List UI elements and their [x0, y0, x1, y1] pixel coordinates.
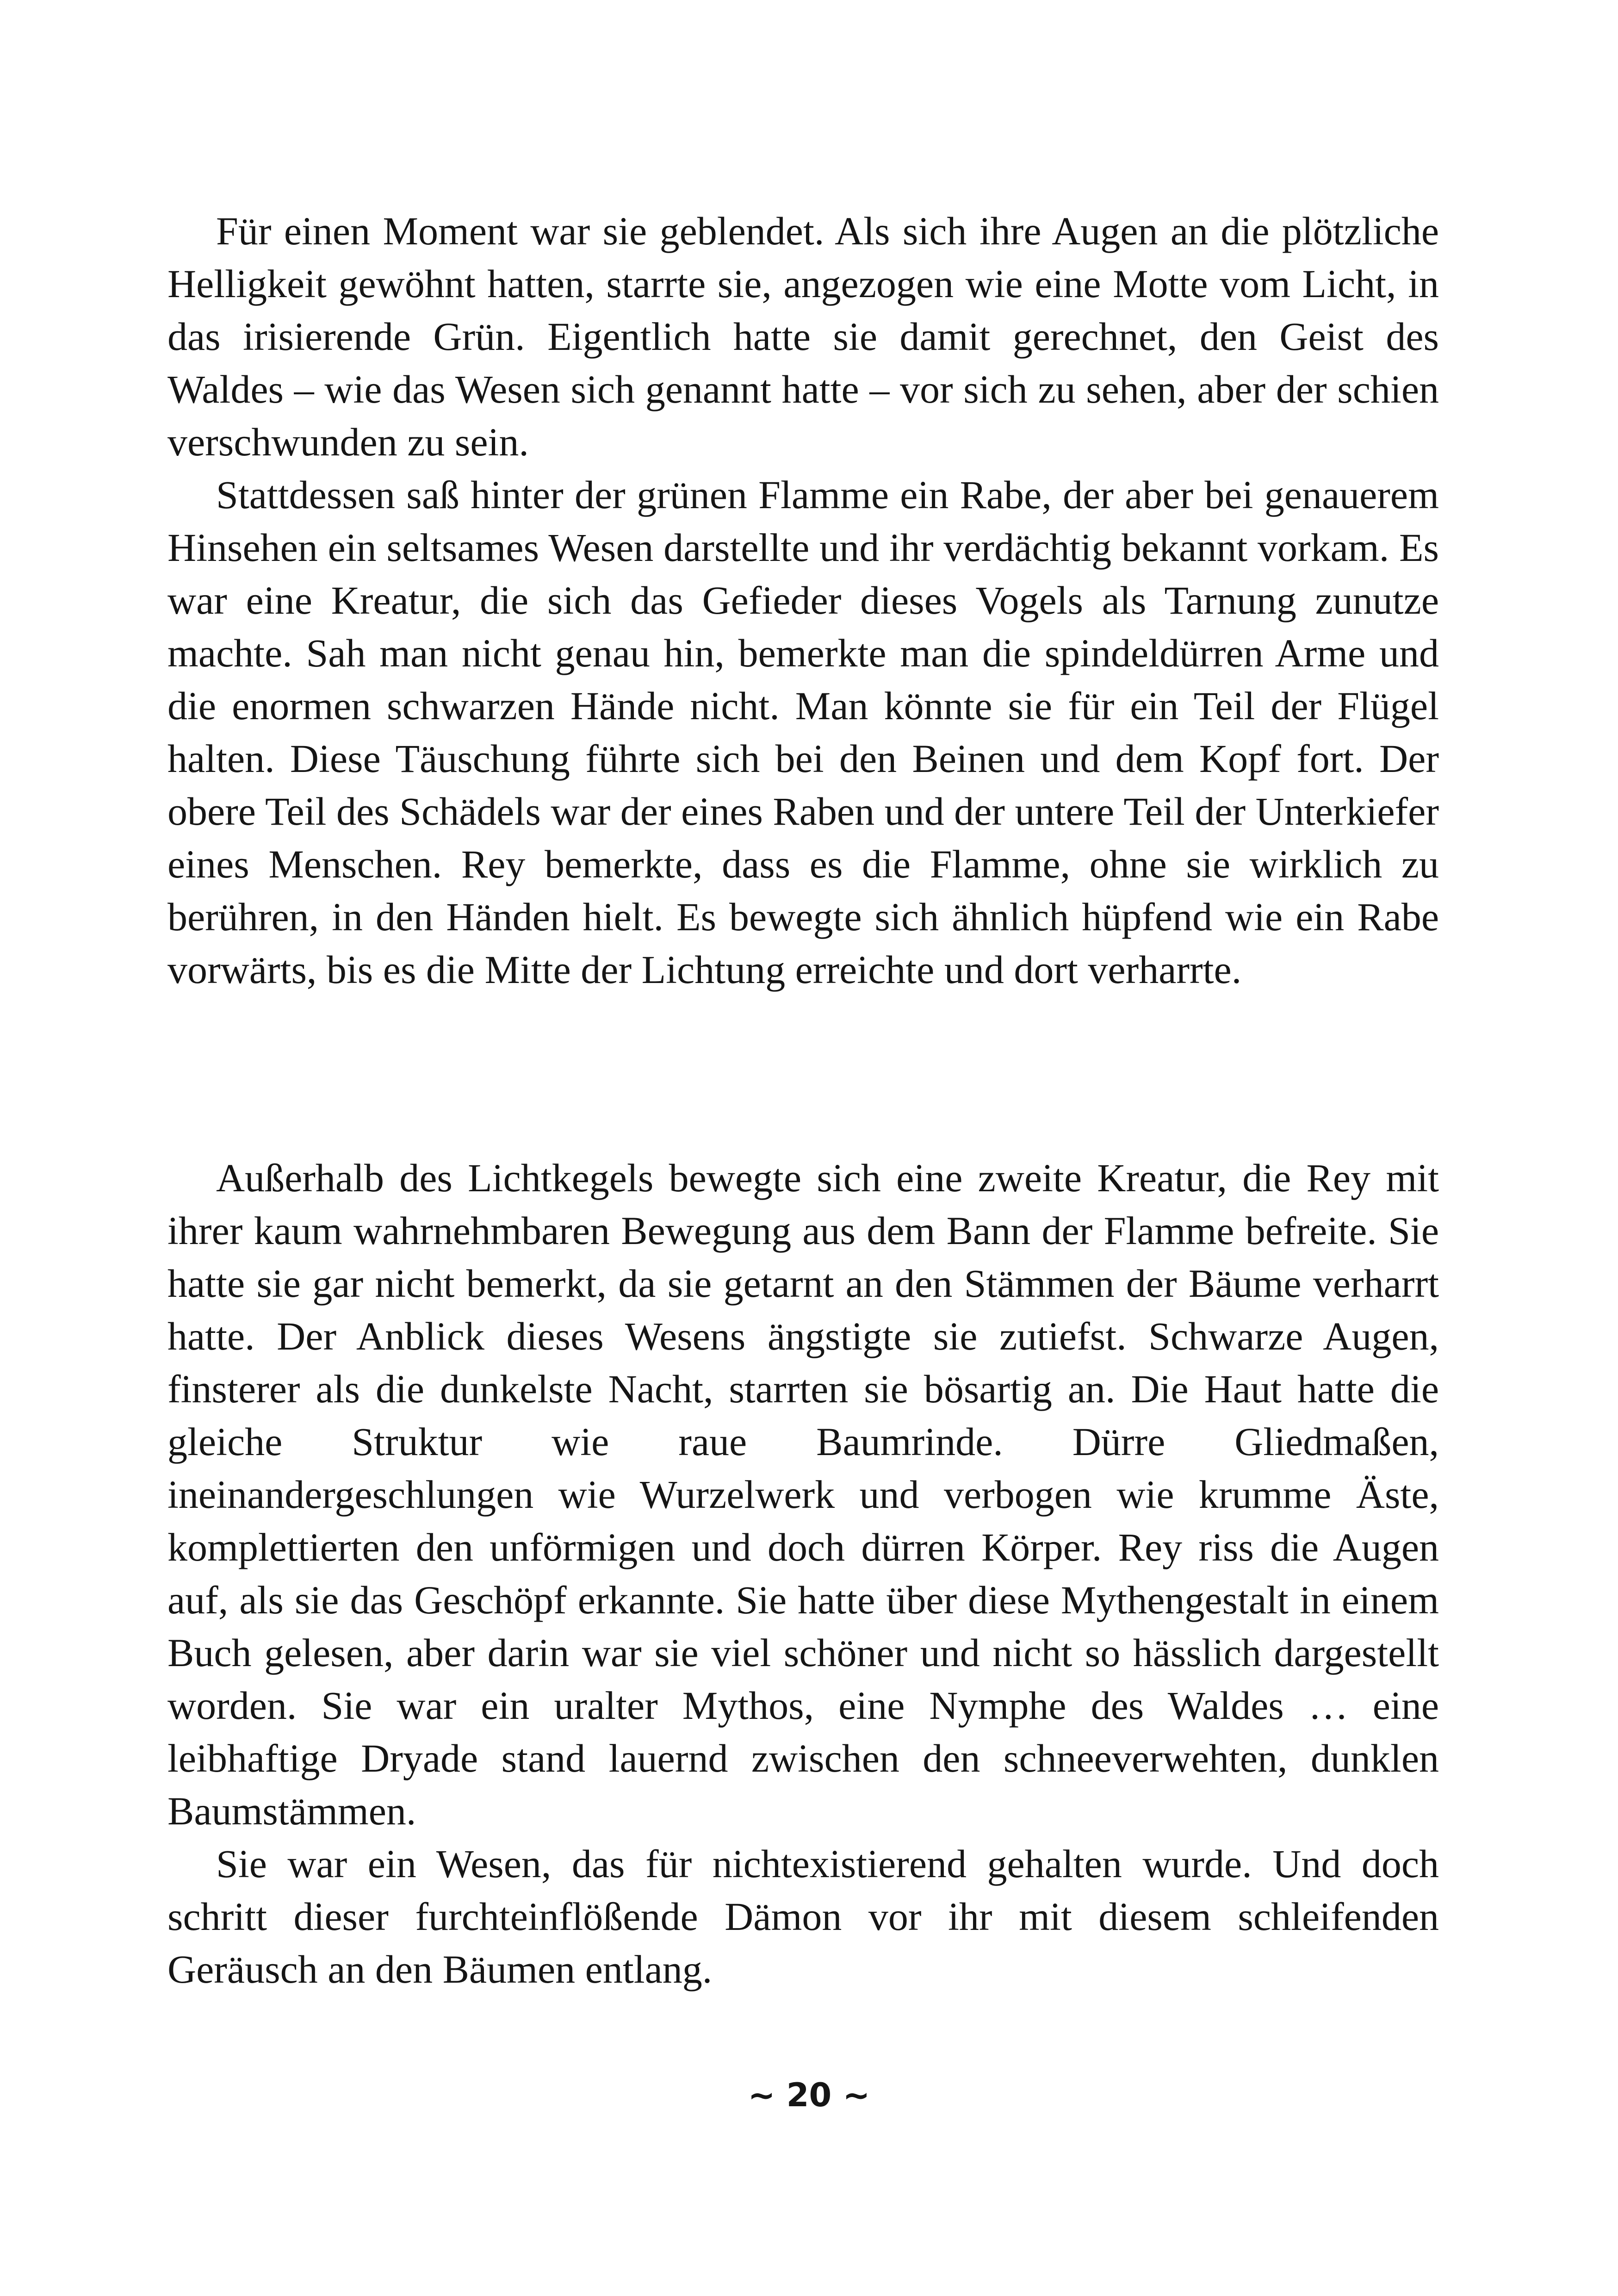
paragraph: Für einen Moment war sie geblendet. Als sich ihre Augen an die plötzliche Helligkeit gewöhnt hatten, starrte sie, angezogen wie eine Motte vom Licht, in das irisierende Grün. Eigentlich hatte sie damit gerechnet, den Geist des Waldes – wie das Wesen sich genannt hatte – vor sich zu sehen, aber der schien verschwunden zu sein. [167, 209, 1439, 464]
text-section-1 [167, 205, 1439, 996]
paragraph: Sie war ein Wesen, das für nichtexistierend gehalten wurde. Und doch schritt dieser furchteinflößende Dämon vor ihr mit diesem schleifenden Geräusch an den Bäumen entlang. [167, 1842, 1439, 1991]
page-number: ~ 20 ~ [748, 2076, 870, 2114]
text-section-2 [167, 1151, 1439, 1996]
paragraph: Stattdessen saß hinter der grünen Flamme ein Rabe, der aber bei genauerem Hinsehen ein seltsames Wesen darstellte und ihr verdächtig bekannt vorkam. Es war eine Kreatur, die sich das Gefieder dieses Vogels als Tarnung zunutze machte. Sah man nicht genau hin, bemerkte man die spindeldürren Arme und die enormen schwarzen Hände nicht. Man könnte sie für ein Teil der Flügel halten. Diese Täuschung führte sich bei den Beinen und dem Kopf fort. Der obere Teil des Schädels war der eines Raben und der untere Teil der Unterkiefer eines Menschen. Rey bemerkte, dass es die Flamme, ohne sie wirklich zu berühren, in den Händen hielt. Es bewegte sich ähnlich hüpfend wie ein Rabe vorwärts, bis es die Mitte der Lichtung erreichte und dort verharrte. [167, 473, 1439, 992]
paragraph: Außerhalb des Lichtkegels bewegte sich eine zweite Kreatur, die Rey mit ihrer kaum wahrnehmbaren Bewegung aus dem Bann der Flamme befreite. Sie hatte sie gar nicht bemerkt, da sie getarnt an den Stämmen der Bäume verharrt hatte. Der Anblick dieses Wesens ängstigte sie zutiefst. Schwarze Augen, finsterer als die dunkelste Nacht, starrten sie bösartig an. Die Haut hatte die gleiche Struktur wie raue Baumrinde. Dürre Gliedmaßen, ineinandergeschlungen wie Wurzelwerk und verbogen wie krumme Äste, komplettierten den unförmigen und doch dürren Körper. Rey riss die Augen auf, als sie das Geschöpf erkannte. Sie hatte über diese Mythengestalt in einem Buch gelesen, aber darin war sie viel schöner und nicht so hässlich dargestellt worden. Sie war ein uralter Mythos, eine Nymphe des Waldes … eine leibhaftige Dryade stand lauernd zwischen den schneeverwehten, dunklen Baumstämmen. [167, 1156, 1439, 1833]
